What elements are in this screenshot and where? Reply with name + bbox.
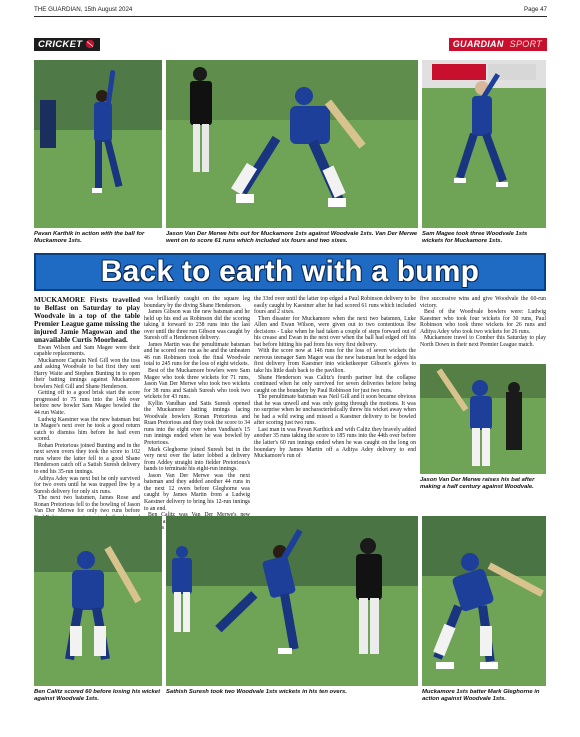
photo-sathish-suresh bbox=[166, 516, 418, 686]
photo-pavan-karthik bbox=[34, 60, 162, 228]
article-paragraph: Mark Gleghorne joined Suresh but in the very next over the latter lobbed a delivery from Addey straight into fielder Pretorious's hands to terminate his eight-run innings. bbox=[144, 446, 250, 473]
caption-bottom-2: Sathish Suresh took two Woodvale 1sts wickets in his ten overs. bbox=[166, 689, 347, 695]
caption-bottom-3: Muckamore 1sts batter Mark Gleghorne in action against Woodvale 1sts. bbox=[422, 689, 540, 702]
masthead bbox=[34, 3, 547, 15]
article-paragraph: The next two batsmen, James Rose and Ronan Pretorious fell to the bowling of Jason Van Der Merwe for only two runs before bbox=[34, 495, 140, 515]
article-paragraph: The penultimate batsman was Neil Gill and it soon became obvious that he was unwell and was only going through the motions. It was no surprise when he uncharacteristically threw his wicket away when he had a wild swing and missed a Kaestner delivery to be bowled after scoring just two runs. bbox=[254, 394, 416, 427]
page-number: Page 47 bbox=[523, 5, 547, 13]
article-paragraph: Kyllin Vandhan and Satis Suresh opened the Muckamore batting innings facing Woodvale bowlers Ronan Pretorious and Ruan Pretorious and they took the score to 34 runs into the eight over when Vandhan's 15 run innings ended when he was bowled by Pretorious. bbox=[144, 400, 250, 447]
photo-sam-magee bbox=[422, 60, 546, 228]
article-paragraph: the 33rd over until the latter top edged a Paul Robinson delivery to be easily caught by Kaestner after he had scored 61 runs which included fours and 2 sixes. bbox=[254, 296, 416, 316]
caption-top-1: Pavan Karthik in action with the ball for Muckamore 1sts. bbox=[34, 231, 145, 244]
caption-top-3: Sam Magee took three Woodvale 1sts wickets for Muckamore 1sts. bbox=[422, 231, 528, 244]
article-paragraph: James Martin was the penultimate batsman and he scored one run as he and the unbeaten 46 run Robinson took the final Woodvale total to 245 runs for the loss of eight wickets. bbox=[144, 341, 250, 368]
article-column-3 bbox=[254, 296, 416, 502]
photo-mark-gleghorne bbox=[422, 516, 546, 686]
article-paragraph: With the score now at 146 runs for the loss of seven wickets the nervous teenager Sam Magee was the new batsman but he edged his first delivery from Kaestner into wicketkeeper Gibson's gloves to take his little dash back to the pavilion. bbox=[254, 348, 416, 375]
article-paragraph: James Gibson was the new batsman and he held up his end as Robinson did the scoring taking it forward to 238 runs into the last over until the three run Gibson was caught by Suresh off a Henderson delivery. bbox=[144, 309, 250, 342]
article-paragraph: Aditya Adey was next but he only survived for two overs until he was trapped lbw by a Suresh delivery for only six runs. bbox=[34, 475, 140, 495]
article-paragraph: Rohan Pretorious joined Bunting and in the next seven overs they took the score to 102 runs where the latter fell to a good Shane Henderson catch off a Satish Suresh delivery to end his 35-run innings. bbox=[34, 442, 140, 475]
article-paragraph: Shane Henderson was Calitz's fourth partner but the collapse continued when he only survived for seven deliveries before being caught on the boundary by Paul Robinson for just two runs. bbox=[254, 374, 416, 394]
article-paragraph: Best of the Woodvale bowlers were: Ludwig Kaestner who took four wickets for 30 runs, Paul Robinson who took three wickets for 26 runs and Aditya Adey who took two wickets for 26 runs. bbox=[420, 309, 546, 335]
article-paragraph: was brilliantly caught on the square leg boundary by the diving Shane Henderson. bbox=[144, 296, 250, 309]
article-column-2 bbox=[144, 296, 250, 512]
headline-banner bbox=[34, 253, 546, 291]
masthead-rule bbox=[34, 16, 547, 17]
section-tag-guardian-sport bbox=[449, 38, 547, 51]
section-tag-label: CRICKET bbox=[38, 38, 83, 50]
brand-sport: SPORT bbox=[509, 39, 542, 49]
article-paragraph: Then disaster for Muckamore when the next two batsmen, Luke Allen and Ewan Wilson, were given out to two contentious lbw decisions - Luke when he had taken a couple of steps forward out of his crease and Ewan in the next over when the ball had edged off his bat before hitting his pad from his very first delivery. bbox=[254, 315, 416, 348]
photo-ben-calitz bbox=[34, 516, 162, 686]
caption-right: Jason Van Der Merwe raises his bat after making a half century against Woodvale. bbox=[420, 477, 535, 490]
article-paragraph: Ewan Wilson and Sam Magee were their capable replacements. bbox=[34, 344, 140, 358]
masthead-left: THE GUARDIAN, 15th August 2024 bbox=[34, 5, 133, 13]
article-paragraph: Getting off to a good brisk start the score progressed to 75 runs into the 14th over before new bowler Sam Magee bowled the 44 run Waite. bbox=[34, 390, 140, 417]
photo-van-der-merwe-raises-bat bbox=[420, 364, 546, 474]
caption-bottom-1: Ben Calitz scored 60 before losing his wicket against Woodvale 1sts. bbox=[34, 689, 161, 702]
article-lead: MUCKAMORE Firsts travelled to Belfast on Saturday to play Woodvale in a top of the table Premier League game missing the injured Jamie Magowan and the unavailable Curtis Moorhead. bbox=[34, 295, 140, 345]
article-paragraph: five successive wins and give Woodvale the 60-run victory. bbox=[420, 296, 546, 309]
article-paragraph: Muckamore travel to Comber this Saturday to play North Down in their next Premier League match. bbox=[420, 335, 546, 348]
article-paragraph: Muckamore Captain Neil Gill won the toss and asking Woodvale to bat first they sent Harry Waite and Stephen Bunting in to open their batting innings against Muckamore bowlers Neil Gill and Shane Henderson. bbox=[34, 357, 140, 390]
photo-van-der-merwe-batting bbox=[166, 60, 418, 228]
caption-top-2: Jason Van Der Merwe hits out for Muckamore 1sts against Woodvale 1sts. Van Der Merwe went on to score 61 runs which included six fours and two sixes. bbox=[166, 231, 418, 244]
article-paragraph: Ludwig Kaestner was the new batsman but in Magee's next over he took a good return catch to dismiss him before he had even scored. bbox=[34, 416, 140, 443]
brand-guardian: GUARDIAN bbox=[452, 39, 504, 49]
article-paragraph: Best of the Muckamore bowlers were Sam Magee who took three wickets for 71 runs, Jason Van Der Merwe who took two wickets for 38 runs and Satish Suresh who took two wickets for 43 runs. bbox=[144, 368, 250, 401]
headline: Back to earth with a bump bbox=[100, 255, 480, 288]
article-paragraph: Jason Van Der Merwe was the next batsman and they added another 44 runs in the next 12 overs before Gleghorne was caught by James Martin from a Ludwig Kaestner delivery to bring his 12-run innings to an end. bbox=[144, 472, 250, 512]
section-header bbox=[34, 37, 547, 51]
cricket-ball-icon bbox=[85, 39, 95, 49]
article-column-1 bbox=[34, 295, 140, 515]
article-paragraph: Last man in was Pavan Karthick and with Calitz they bravely added another 35 runs taking the score to 185 runs into the 44th over before the latter's 60 run innings ended when he was caught on the long on boundary by James Martin off a Aditya Adey delivery to end Muckamore's run of bbox=[254, 426, 416, 460]
section-tag-cricket bbox=[34, 38, 100, 51]
